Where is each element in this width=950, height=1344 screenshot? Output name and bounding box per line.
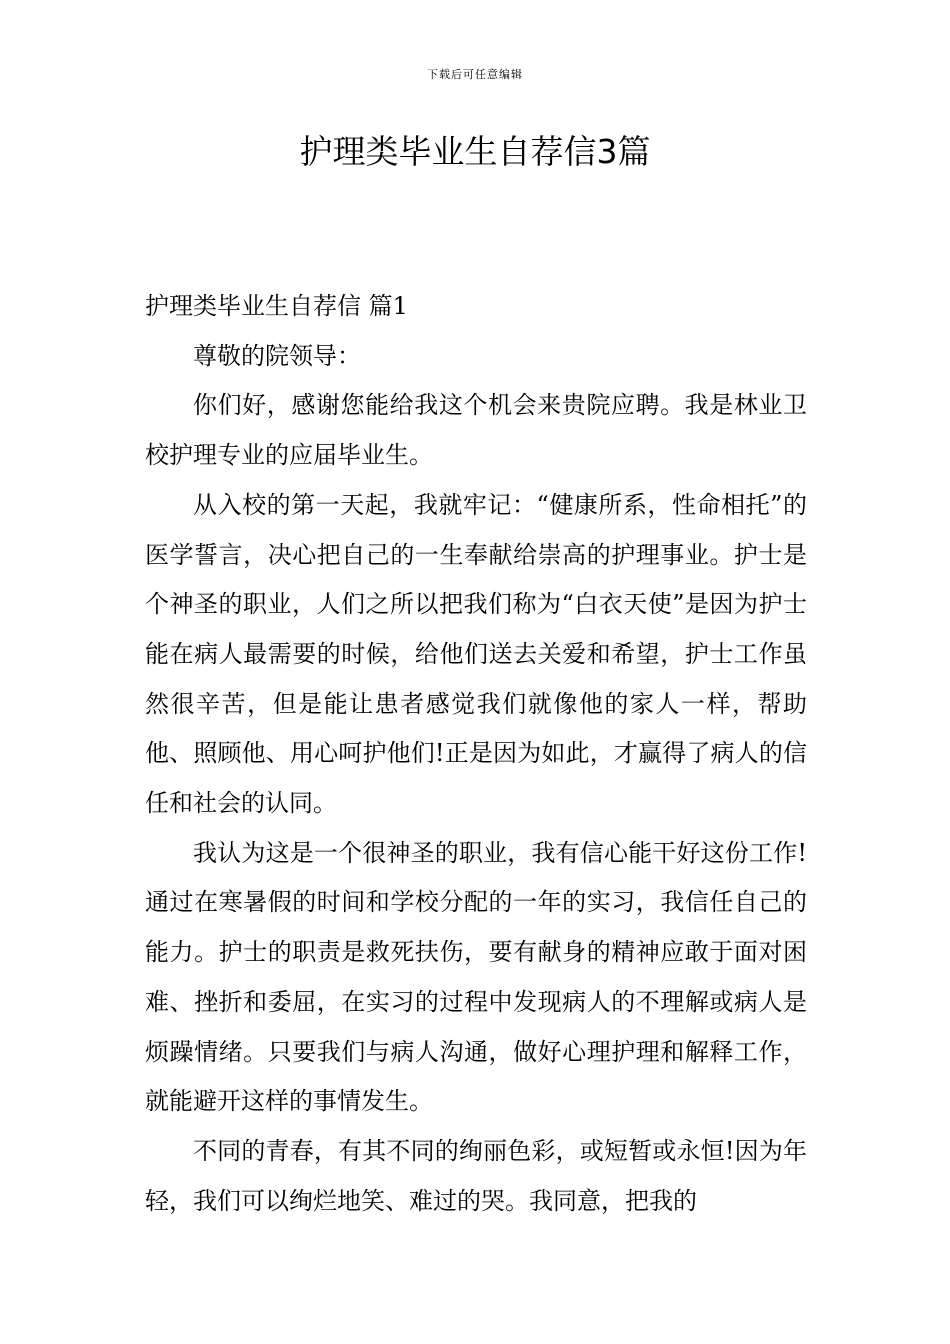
body-paragraph: 你们好，感谢您能给我这个机会来贵院应聘。我是林业卫校护理专业的应届毕业生。	[145, 391, 807, 470]
body-paragraph: 我认为这是一个很神圣的职业，我有信心能干好这份工作!通过在寒暑假的时间和学校分配的一年的实习，我信任自己的能力。护士的职责是救死扶伤，要有献身的精神应敢于面对困难、挫折和委屈，在实习的过程中发现病人的不理解或病人是烦躁情绪。只要我们与病人沟通，做好心理护理和解释工作，就能避开这样的事情发生。	[145, 838, 807, 1116]
document-title: 护理类毕业生自荐信3篇	[299, 132, 651, 171]
header-note: 下载后可任意编辑	[427, 68, 523, 81]
body-paragraph: 从入校的第一天起，我就牢记：“健康所系，性命相托”的医学誓言，决心把自己的一生奉献给崇高的护理事业。护士是个神圣的职业，人们之所以把我们称为“白衣天使”是因为护士能在病人最需要的时候，给他们送去关爱和希望，护士工作虽然很辛苦，但是能让患者感觉我们就像他的家人一样，帮助他、照顾他、用心呵护他们!正是因为如此，才赢得了病人的信任和社会的认同。	[145, 490, 807, 818]
salutation: 尊敬的院领导：	[193, 341, 361, 370]
document-body	[145, 282, 807, 1226]
body-paragraph: 不同的青春，有其不同的绚丽色彩，或短暂或永恒!因为年轻，我们可以绚烂地笑、难过的哭。我同意，把我的	[145, 1136, 807, 1215]
section-heading: 护理类毕业生自荐信 篇1	[145, 292, 408, 320]
